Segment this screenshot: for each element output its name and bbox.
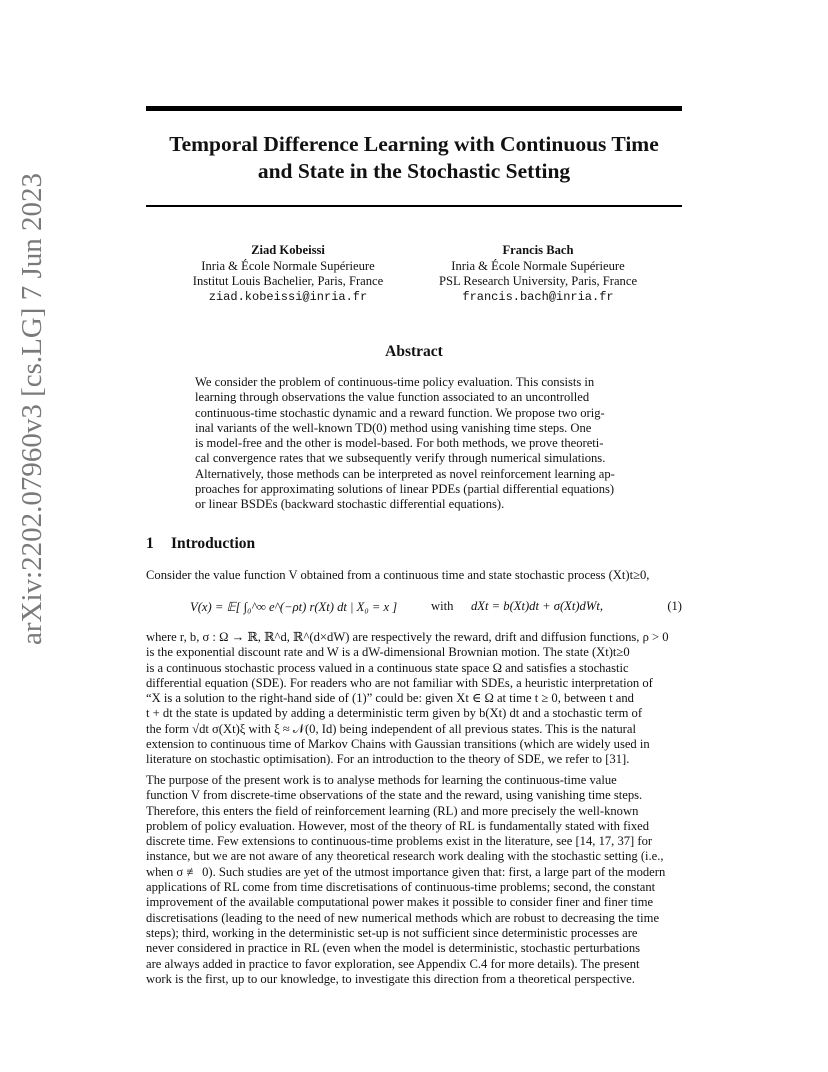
paragraph-sde-description: [146, 630, 684, 768]
body-line: where r, b, σ : Ω → ℝ, ℝ^d, ℝ^(d×dW) are respectively the reward, drift and diffusion functions, ρ > 0: [146, 630, 669, 644]
body-line: The purpose of the present work is to analyse methods for learning the continuous-time value: [146, 773, 617, 787]
equation-connector: with: [431, 599, 454, 613]
section-heading-introduction: [146, 535, 255, 553]
body-line: instance, but we are not aware of any theoretical research work dealing with the stochastic setting (i.e.,: [146, 849, 664, 864]
body-line: problem of policy evaluation. However, most of the theory of RL is fundamentally stated with fixed: [146, 818, 650, 833]
author-affiliation: Institut Louis Bachelier, Paris, France: [192, 274, 384, 288]
abstract-line: continuous-time stochastic dynamic and a reward function. We propose two orig-: [195, 405, 605, 420]
body-line: are always added in practice to favor exploration, see Appendix C.4 for more details). The present: [146, 956, 640, 971]
author-email[interactable]: francis.bach@inria.fr: [462, 289, 614, 304]
author-affiliation: Inria & École Normale Supérieure: [451, 258, 625, 273]
equation-number: (1): [667, 599, 682, 613]
body-line: extension to continuous time of Markov Chains with Gaussian transitions (which are widely used in: [146, 737, 650, 752]
body-line: function V from discrete-time observations of the state and the reward, using vanishing time steps.: [146, 788, 643, 803]
section-number: 1: [146, 535, 154, 552]
body-line: Therefore, this enters the field of reinforcement learning (RL) and more precisely the well-known: [146, 803, 639, 818]
abstract-line: We consider the problem of continuous-time policy evaluation. This consists in: [195, 375, 595, 389]
title-top-rule: [146, 106, 682, 111]
body-line: differential equation (SDE). For readers who are not familiar with SDEs, a heuristic interpretation of: [146, 675, 653, 690]
body-line: never considered in practice in RL (even when the model is deterministic, stochastic perturbations: [146, 941, 641, 956]
author-name: Francis Bach: [502, 243, 574, 257]
paper-title: [146, 131, 682, 185]
body-line: steps); third, working in the deterministic set-up is not sufficient since deterministic processes are: [146, 925, 638, 940]
body-line: discrete time. Few extensions to continuous-time problems exist in the literature, see [14, 17, 37] for: [146, 834, 653, 849]
abstract-line: proaches for approximating solutions of linear PDEs (partial differential equations): [195, 482, 615, 497]
body-line: is the exponential discount rate and W is a dW-dimensional Brownian motion. The state (Xt)t≥0: [146, 645, 630, 660]
intro-sentence: [146, 568, 684, 583]
body-line: discretisations (leading to the need of new numerical methods which are robust to decreasing the time: [146, 910, 660, 925]
body-line: the form √dt σ(Xt)ξ with ξ ≈ 𝒩(0, Id) being independent of all previous states. This is the natural: [146, 721, 636, 736]
equation-value-function: V(x) = 𝔼[ ∫₀^∞ e^(−ρt) r(Xt) dt | X₀ = x ]: [190, 600, 398, 614]
author-email[interactable]: ziad.kobeissi@inria.fr: [208, 289, 368, 304]
body-line: Consider the value function V obtained from a continuous time and state stochastic process (Xt)t≥0,: [146, 568, 650, 582]
abstract-line: Alternatively, those methods can be interpreted as novel reinforcement learning ap-: [195, 466, 615, 481]
author-block-1: [168, 243, 408, 305]
title-bottom-rule: [146, 205, 682, 207]
author-affiliation: Inria & École Normale Supérieure: [201, 258, 375, 273]
body-line: t + dt the state is updated by adding a deterministic term given by b(Xt) dt and a stochastic term of: [146, 706, 643, 721]
author-affiliation: PSL Research University, Paris, France: [438, 274, 638, 288]
body-line: is a continuous stochastic process valued in a continuous state space Ω and satisfies a stochastic: [146, 660, 629, 675]
arxiv-identifier-sidebar: arXiv:2202.07960v3 [cs.LG] 7 Jun 2023: [16, 172, 48, 645]
author-block-2: [418, 243, 658, 305]
body-line: when σ ≢ 0). Such studies are yet of the utmost importance given that: first, a large part of the modern: [146, 864, 666, 879]
abstract-body: [195, 375, 635, 513]
section-title: Introduction: [171, 535, 256, 552]
title-line: Temporal Difference Learning with Continuous Time: [169, 132, 659, 156]
abstract-heading: Abstract: [385, 343, 443, 360]
paragraph-purpose: [146, 773, 684, 987]
body-line: improvement of the available computational power makes it possible to consider finer and finer time: [146, 895, 654, 910]
body-line: “X is a solution to the right-hand side of (1)” could be: given Xt ∈ Ω at time t ≥ 0, between t and: [146, 691, 634, 706]
equation-1: [146, 590, 684, 626]
body-line: literature on stochastic optimisation). For an introduction to the theory of SDE, we refer to [31].: [146, 752, 630, 767]
body-line: work is the first, up to our knowledge, to investigate this direction from a theoretical perspective.: [146, 971, 635, 986]
body-line: applications of RL come from time discretisations of continuous-time problems; second, the constant: [146, 880, 656, 895]
title-line: and State in the Stochastic Setting: [257, 159, 571, 183]
equation-sde: dXt = b(Xt)dt + σ(Xt)dWt,: [471, 599, 603, 613]
abstract-line: learning through observations the value function associated to an uncontrolled: [195, 390, 590, 405]
author-name: Ziad Kobeissi: [251, 243, 325, 257]
abstract-line: or linear BSDEs (backward stochastic differential equations).: [195, 497, 505, 512]
abstract-line: is model-free and the other is model-based. For both methods, we prove theoreti-: [195, 436, 604, 451]
abstract-line: cal convergence rates that we subsequently verify through numerical simulations.: [195, 451, 606, 466]
abstract-line: inal variants of the well-known TD(0) method using vanishing time steps. One: [195, 420, 592, 435]
